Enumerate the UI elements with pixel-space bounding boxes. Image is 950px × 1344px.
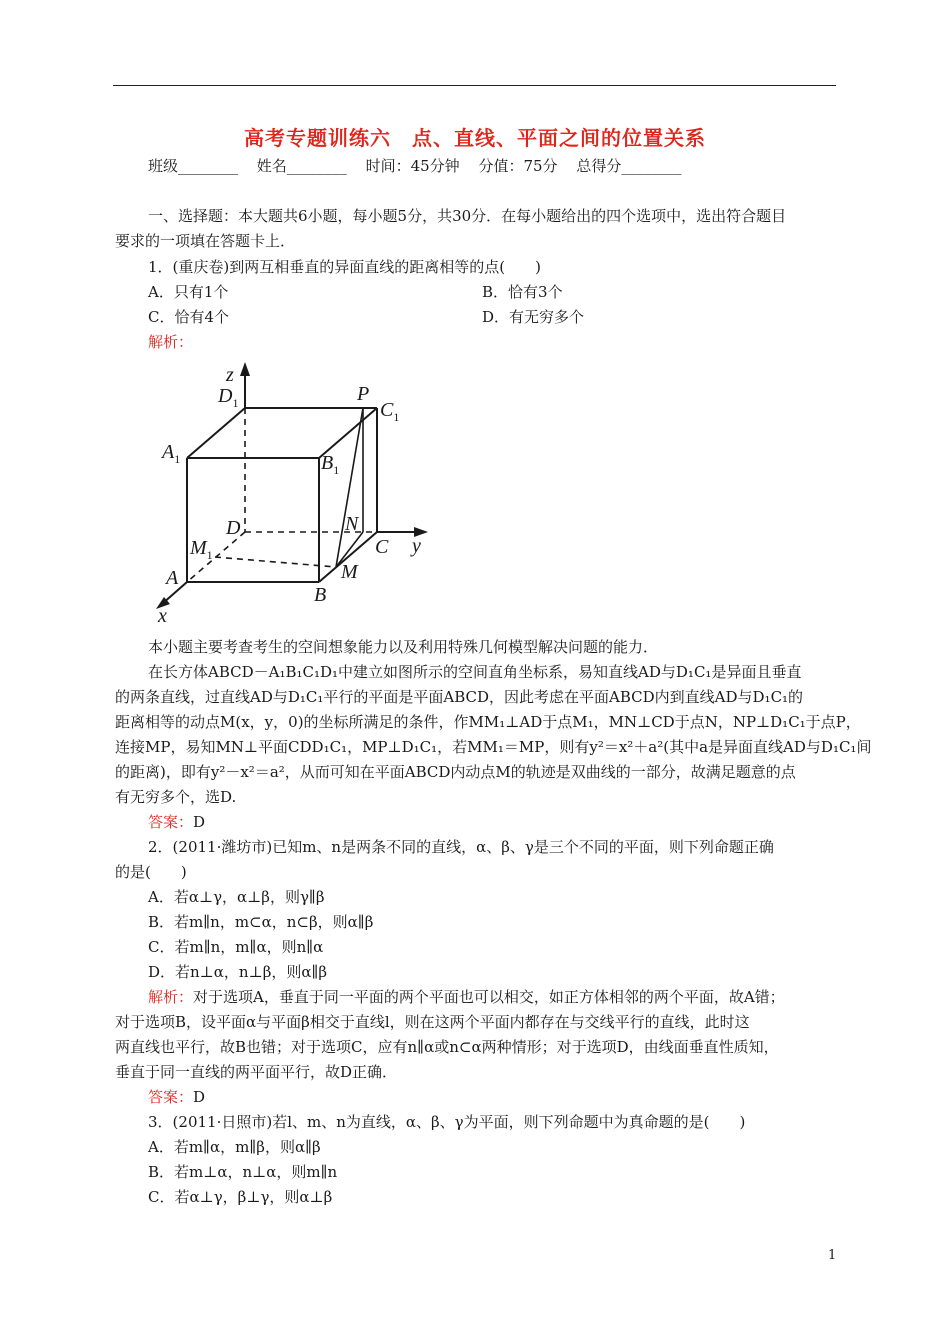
q1-option-c: C．恰有4个 [148, 308, 230, 326]
edge-a1d1 [187, 408, 245, 458]
q1-answer-value: D [193, 813, 206, 831]
name-label: 姓名________ [256, 157, 347, 175]
q2-answer-label: 答案： [148, 1088, 194, 1106]
line-mm1-hidden [215, 557, 336, 567]
q2-option-b: B．若m∥n，m⊂α，n⊂β，则α∥β [148, 913, 374, 931]
q3-stem: 3．(2011·日照市)若l、m、n为直线，α、β、γ为平面，则下列命题中为真命题的是( ) [148, 1113, 746, 1131]
q1-analysis-p4: 距离相等的动点M(x，y，0)的坐标所满足的条件，作MM₁⊥AD于点M₁，MN⊥CD于点N，NP⊥D₁C₁于点P， [115, 713, 861, 731]
q1-answer-label: 答案： [148, 813, 194, 831]
label-a1: $A_1$ [162, 441, 181, 466]
q2-stem-line2: 的是( ) [115, 863, 187, 881]
time-label: 时间：45分钟 [365, 157, 460, 175]
top-rule [113, 85, 836, 86]
q3-option-c: C．若α⊥γ，β⊥γ，则α⊥β [148, 1188, 333, 1206]
q2-analysis-line2: 对于选项B，设平面α与平面β相交于直线l，则在这两个平面内都存在与交线平行的直线，此时这 [115, 1013, 750, 1031]
label-x: x [158, 605, 167, 625]
label-z: z [226, 364, 234, 386]
q2-analysis-label: 解析： [148, 988, 194, 1006]
info-row [148, 156, 695, 176]
label-b1: $B_1$ [321, 452, 340, 477]
q3-option-b: B．若m⊥α，n⊥α，则m∥n [148, 1163, 338, 1181]
z-arrow-icon [240, 362, 250, 376]
q2-analysis-line1: 解析：对于选项A，垂直于同一平面的两个平面也可以相交，如正方体相邻的两个平面，故A错； [148, 988, 785, 1006]
label-d1: $D_1$ [218, 385, 239, 410]
q1-option-b: B．恰有3个 [482, 283, 563, 301]
q1-analysis-p3: 的两条直线，过直线AD与D₁C₁平行的平面是平面ABCD，因此考虑在平面ABCD内到直线AD与D₁C₁的 [115, 688, 804, 706]
q1-stem: 1．(重庆卷)到两互相垂直的异面直线的距离相等的点( ) [148, 258, 541, 276]
q2-answer [148, 1087, 205, 1107]
q2-option-d: D．若n⊥α，n⊥β，则α∥β [148, 963, 328, 981]
label-c: C [375, 536, 389, 558]
q1-answer [148, 812, 205, 832]
q1-analysis-p7: 有无穷多个，选D. [115, 788, 237, 806]
page-number: 1 [828, 1248, 837, 1263]
q1-analysis-p6: 的距离)，即有y²－x²＝a²，从而可知在平面ABCD内动点M的轨迹是双曲线的一部分，故满足题意的点 [115, 763, 796, 781]
q2-answer-value: D [193, 1088, 206, 1106]
section-intro-line1: 一、选择题：本大题共6小题，每小题5分，共30分．在每小题给出的四个选项中，选出符合题目 [148, 207, 787, 225]
score-label: 分值：75分 [478, 157, 558, 175]
label-b: B [314, 584, 327, 606]
label-c1: $C_1$ [380, 399, 400, 424]
label-d: D [226, 517, 241, 539]
total-label: 总得分________ [576, 157, 682, 175]
q1-option-a: A．只有1个 [148, 283, 229, 301]
q1-option-d: D．有无穷多个 [482, 308, 585, 326]
q2-option-c: C．若m∥n，m∥α，则n∥α [148, 938, 324, 956]
q2-analysis-line3: 两直线也平行，故B也错；对于选项C，应有n∥α或n⊂α两种情形；对于选项D，由线面垂直性质知， [115, 1038, 779, 1056]
q2-option-a: A．若α⊥γ，α⊥β，则γ∥β [148, 888, 325, 906]
label-n: N [345, 513, 359, 535]
section-intro-line2: 要求的一项填在答题卡上． [115, 232, 296, 250]
class-label: 班级________ [148, 157, 239, 175]
q2-stem-line1: 2．(2011·潍坊市)已知m、n是两条不同的直线，α、β、γ是三个不同的平面，则下列命题正确 [148, 838, 774, 856]
label-y: y [412, 535, 421, 557]
q3-option-a: A．若m∥α，m∥β，则α∥β [148, 1138, 321, 1156]
q1-analysis-p2: 在长方体ABCD－A₁B₁C₁D₁中建立如图所示的空间直角坐标系，易知直线AD与D₁C₁是异面且垂直 [148, 663, 802, 681]
cuboid-figure [150, 360, 440, 625]
label-a: A [166, 567, 179, 589]
q2-analysis-line4: 垂直于同一直线的两平面平行，故D正确． [115, 1063, 398, 1081]
label-m: M [341, 561, 358, 583]
label-p: P [357, 383, 370, 405]
q1-analysis-p1: 本小题主要考查考生的空间想象能力以及利用特殊几何模型解决问题的能力． [148, 638, 659, 656]
edge-b1c1 [319, 408, 377, 458]
q1-analysis-p5: 连接MP，易知MN⊥平面CDD₁C₁，MP⊥D₁C₁，若MM₁＝MP，则有y²＝x²＋a²(其中a是异面直线AD与D₁C₁间 [115, 738, 872, 756]
label-m1: $M_1$ [190, 537, 213, 562]
q1-analysis-label: 解析： [148, 333, 194, 351]
page-title: 高考专题训练六 点、直线、平面之间的位置关系 [244, 126, 706, 150]
